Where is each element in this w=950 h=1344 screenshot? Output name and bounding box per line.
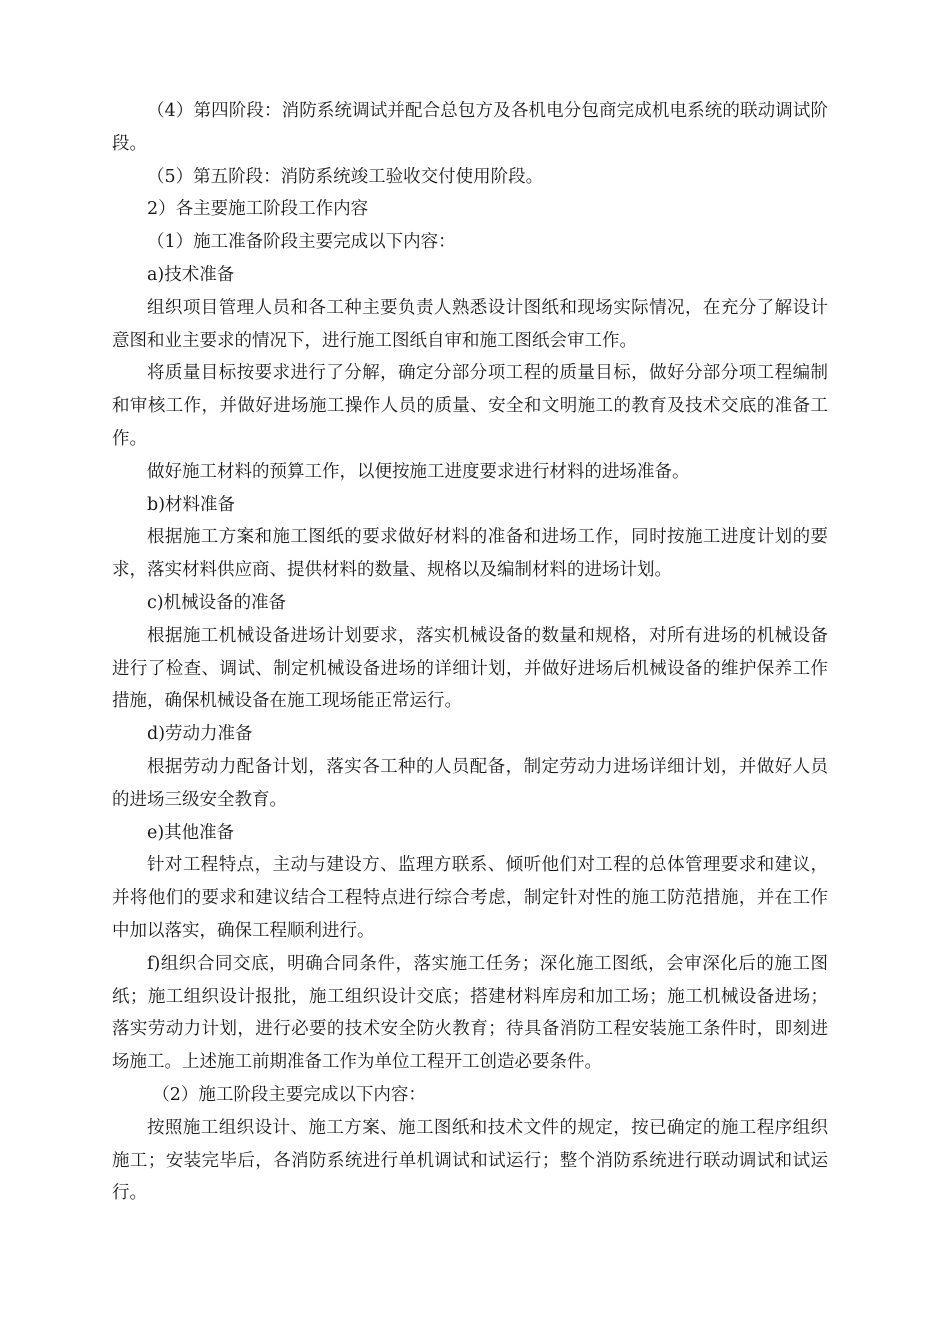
item-other-preparation: e)其他准备 bbox=[147, 822, 235, 843]
paragraph-stage-5: （5）第五阶段：消防系统竣工验收交付使用阶段。 bbox=[147, 166, 544, 187]
document-page bbox=[112, 95, 828, 1210]
paragraph-machinery-prep: 根据施工机械设备进场计划要求，落实机械设备的数量和规格，对所有进场的机械设备进行了检查、调试、制定机械设备进场的详细计划，并做好进场后机械设备的维护保养工作措施，确保机械设备在施工现场能正常运行。 bbox=[112, 625, 828, 712]
subheading-preparation-stage: （1）施工准备阶段主要完成以下内容： bbox=[147, 232, 456, 253]
item-material-preparation: b)材料准备 bbox=[147, 494, 236, 515]
item-technical-preparation: a)技术准备 bbox=[147, 264, 235, 285]
paragraph-stage-4: （4）第四阶段：消防系统调试并配合总包方及各机电分包商完成机电系统的联动调试阶段。 bbox=[112, 101, 828, 154]
paragraph-other-prep: 针对工程特点，主动与建设方、监理方联系、倾听他们对工程的总体管理要求和建议，并将他们的要求和建议结合工程特点进行综合考虑，制定针对性的施工防范措施，并在工作中加以落实，确保工程顺利进行。 bbox=[112, 855, 828, 941]
paragraph-labor-prep: 根据劳动力配备计划，落实各工种的人员配备，制定劳动力进场详细计划，并做好人员的进场三级安全教育。 bbox=[112, 756, 828, 810]
paragraph-construction-stage: 按照施工组织设计、施工方案、施工图纸和技术文件的规定，按已确定的施工程序组织施工；安装完毕后，各消防系统进行单机调试和试运行；整个消防系统进行联动调试和试运行。 bbox=[112, 1117, 828, 1204]
item-labor-preparation: d)劳动力准备 bbox=[147, 724, 253, 745]
section-heading-work-content: 2）各主要施工阶段工作内容 bbox=[147, 199, 369, 220]
item-machinery-preparation: c)机械设备的准备 bbox=[147, 592, 287, 613]
paragraph-tech-prep-1: 组织项目管理人员和各工种主要负责人熟悉设计图纸和现场实际情况，在充分了解设计意图和业主要求的情况下，进行施工图纸自审和施工图纸会审工作。 bbox=[112, 297, 828, 351]
paragraph-material-prep: 根据施工方案和施工图纸的要求做好材料的准备和进场工作，同时按施工进度计划的要求，落实材料供应商、提供材料的数量、规格以及编制材料的进场计划。 bbox=[112, 527, 828, 581]
paragraph-tech-prep-3: 做好施工材料的预算工作，以便按施工进度要求进行材料的进场准备。 bbox=[147, 461, 690, 482]
paragraph-tech-prep-2: 将质量目标按要求进行了分解，确定分部分项工程的质量目标，做好分部分项工程编制和审核工作，并做好进场施工操作人员的质量、安全和文明施工的教育及技术交底的准备工作。 bbox=[112, 363, 828, 449]
paragraph-contract-briefing: f)组织合同交底，明确合同条件，落实施工任务；深化施工图纸，会审深化后的施工图纸；施工组织设计报批，施工组织设计交底；搭建材料库房和加工场；施工机械设备进场；落实劳动力计划，进行必要的技术安全防火教育；待具备消防工程安装施工条件时，即刻进场施工。上述施工前期准备工作为单位工程开工创造必要条件。 bbox=[112, 953, 828, 1073]
subheading-construction-stage: （2）施工阶段主要完成以下内容： bbox=[152, 1084, 426, 1105]
